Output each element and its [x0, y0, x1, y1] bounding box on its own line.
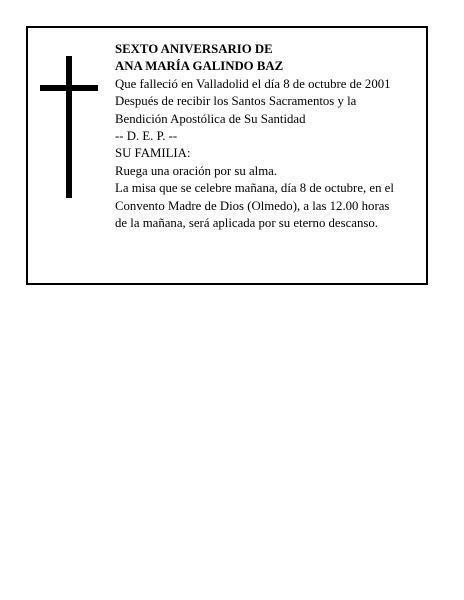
death-details: Que falleció en Valladolid el día 8 de octubre de 2001: [115, 76, 391, 91]
blessing-line: Bendición Apostólica de Su Santidad: [115, 111, 306, 126]
obituary-notice: [26, 26, 428, 285]
cross-vertical-bar: [66, 56, 72, 198]
notice-heading-line: SEXTO ANIVERSARIO DE: [115, 42, 273, 56]
cross-horizontal-bar: [40, 85, 98, 91]
deceased-name: ANA MARÍA GALINDO BAZ: [115, 59, 284, 74]
mass-info-line-3: de la mañana, será aplicada por su eterno descanso.: [115, 216, 378, 231]
prayer-request: Ruega una oración por su alma.: [115, 163, 278, 178]
cross-icon: [40, 56, 98, 198]
sacraments-line: Después de recibir los Santos Sacramentos y la: [115, 94, 357, 109]
mass-info-line-1: La misa que se celebre mañana, día 8 de octubre, en el: [115, 181, 394, 196]
family-label: SU FAMILIA:: [115, 146, 191, 161]
mass-info-line-2: Convento Madre de Dios (Olmedo), a las 12.00 horas: [115, 198, 390, 213]
notice-text: [115, 41, 420, 232]
rip-line: -- D. E. P. --: [115, 129, 178, 144]
